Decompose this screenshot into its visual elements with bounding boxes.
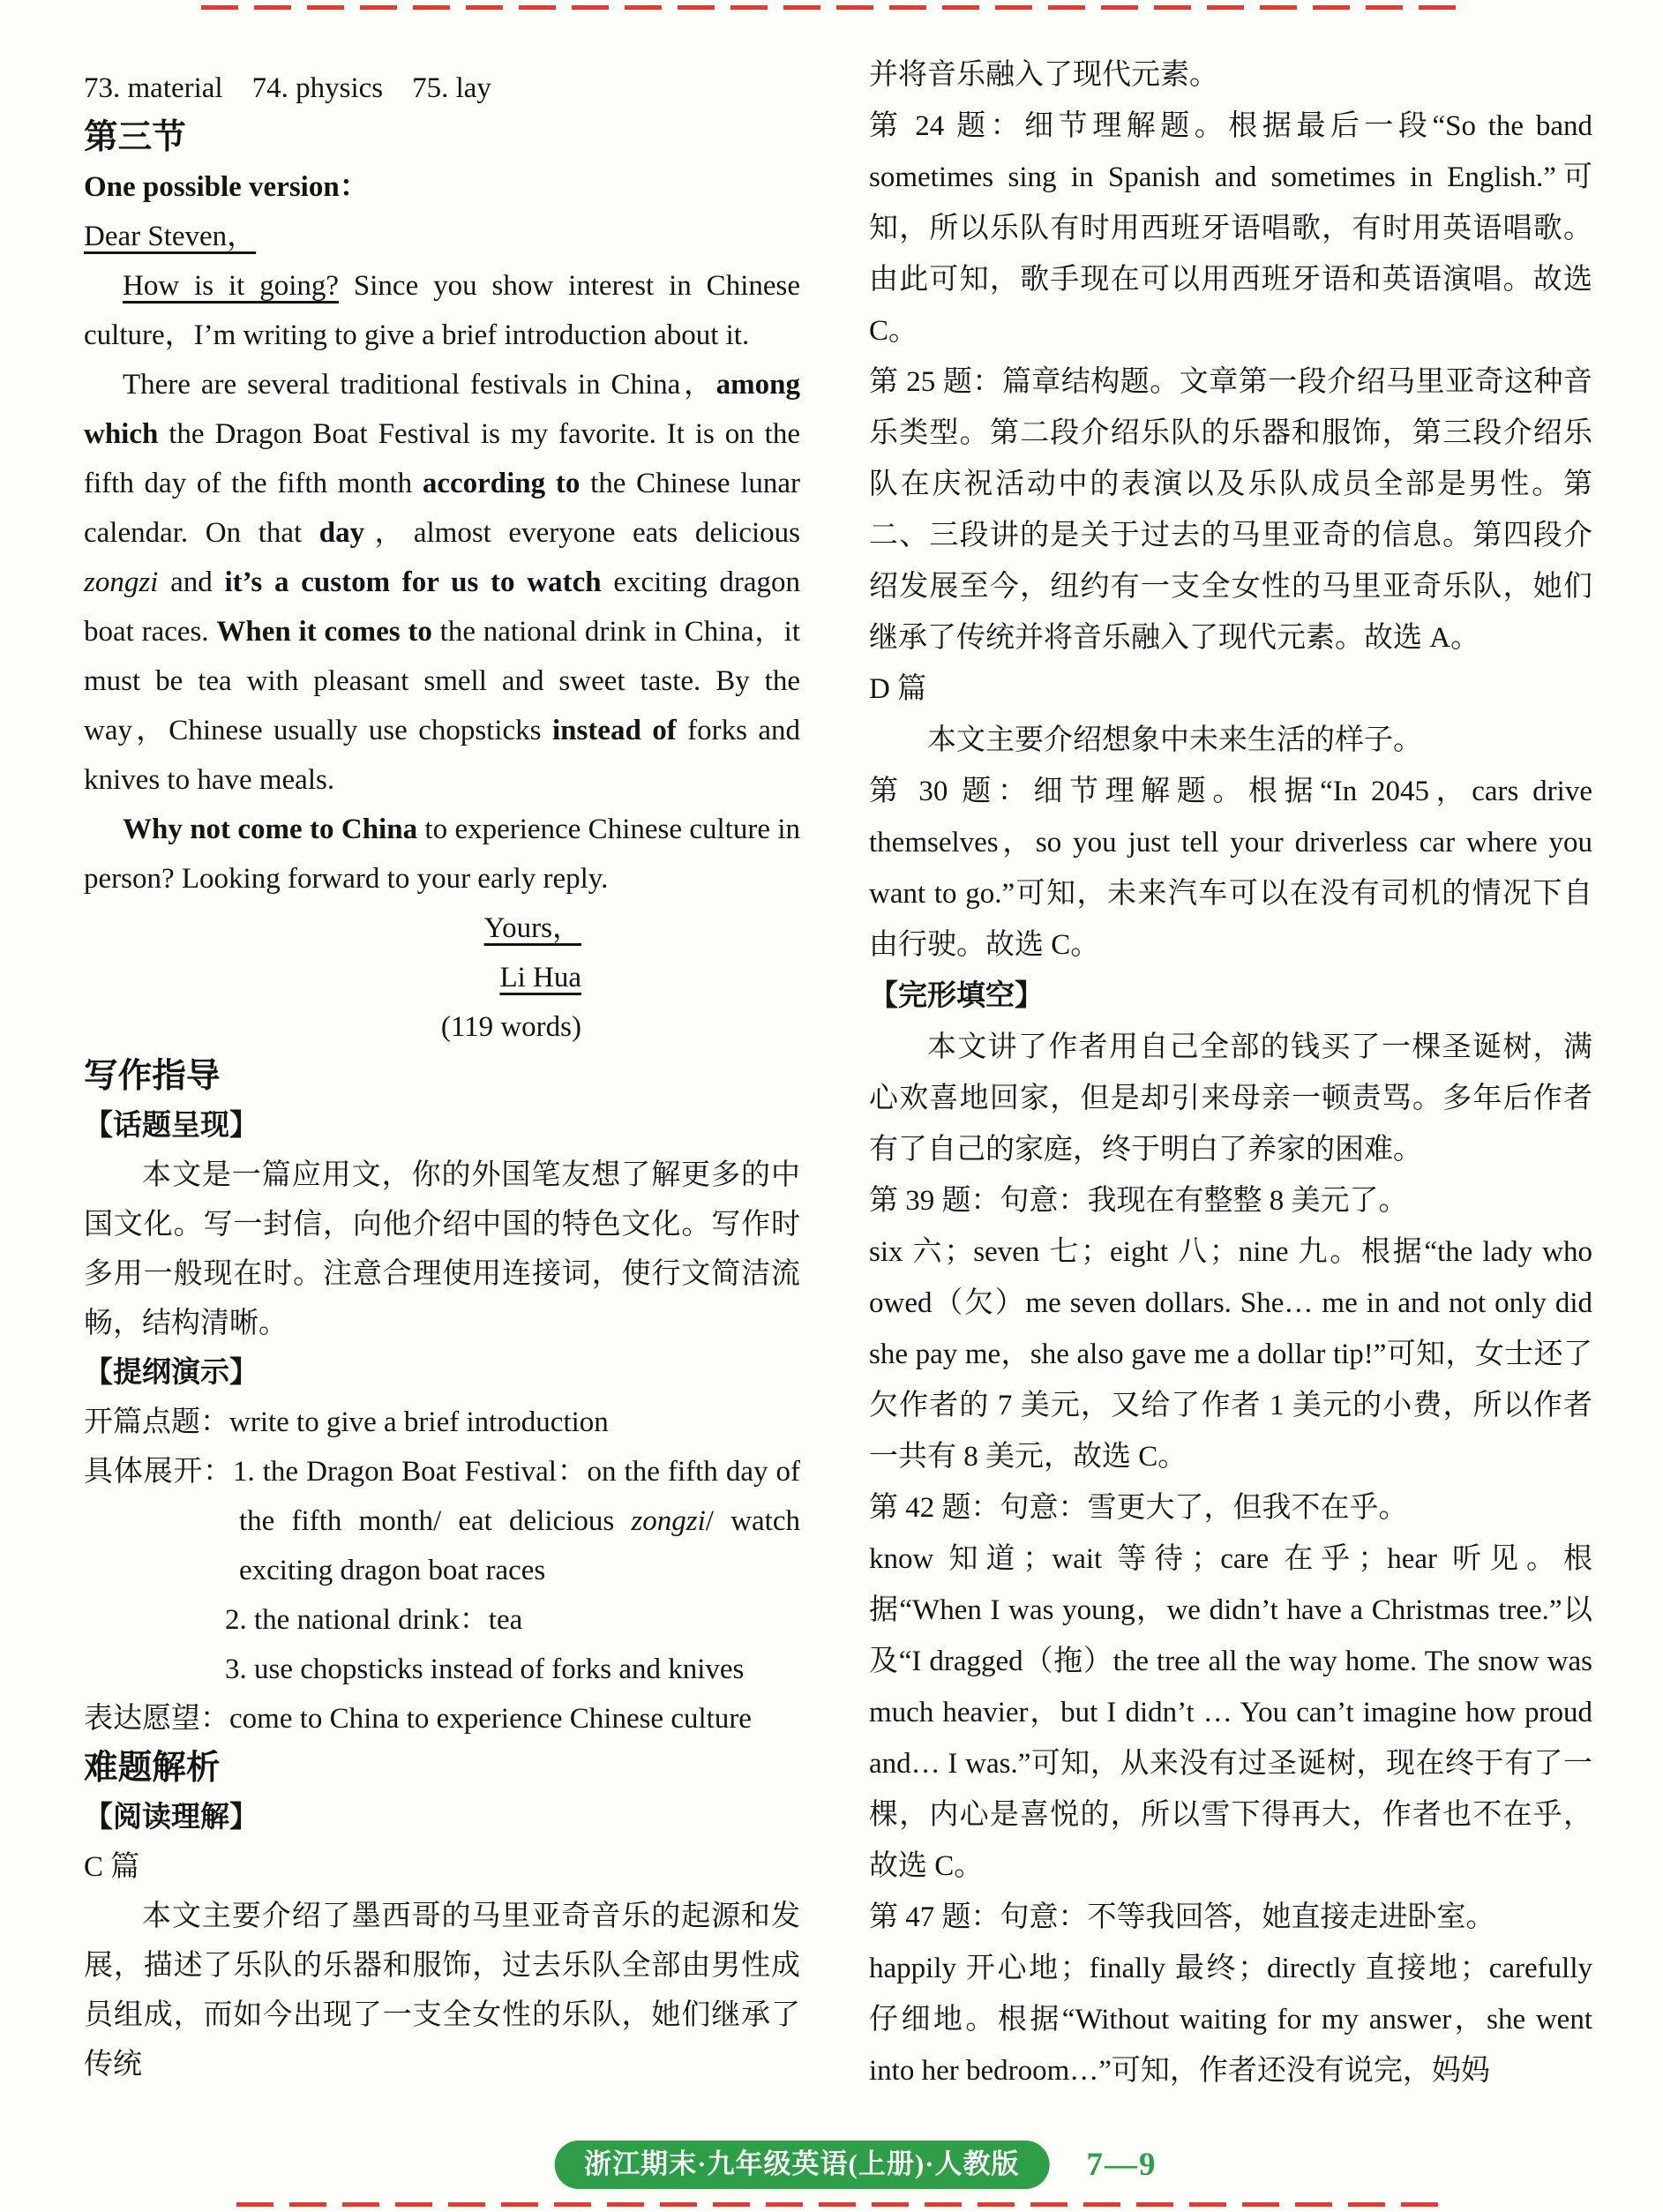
left-column xyxy=(84,64,800,2089)
question-39-analysis: six 六；seven 七；eight 八；nine 九。根据“the lady who owed（欠）me seven dollars. She… me in and not only did she pay me，she also gave me a dollar tip!”可知，女士还了欠作者的 7 美元，又给了作者 1 美元的小费，所以作者一共有 8 美元，故选 C。 xyxy=(869,1236,1592,1473)
cloze-intro: 本文讲了作者用自己全部的钱买了一棵圣诞树，满心欢喜地回家，但是却引来母亲一顿责骂。多年后作者有了自己的家庭，终于明白了养家的困难。 xyxy=(869,1031,1592,1166)
cloze-heading: 【完形填空】 xyxy=(869,980,1044,1012)
outline-wish: 表达愿望：come to China to experience Chinese culture xyxy=(84,1703,752,1735)
outline-demo-heading: 【提纲演示】 xyxy=(84,1357,258,1389)
version-label: One possible version： xyxy=(84,171,369,203)
passage-c-intro: 本文主要介绍了墨西哥的马里亚奇音乐的起源和发展，描述了乐队的乐器和服饰，过去乐队全部由男性成员组成，而如今出现了一支全女性的乐队，她们继承了传统 xyxy=(84,1901,800,2081)
topic-presentation-heading: 【话题呈现】 xyxy=(84,1110,258,1142)
letter-paragraph-3: Why not come to China to experience Chinese culture in person? Looking forward to your early reply. xyxy=(84,814,800,895)
letter-salutation: Dear Steven， xyxy=(84,221,257,252)
outline-item-3: 3. use chopsticks instead of forks and knives xyxy=(225,1653,745,1685)
print-registration-mark-top xyxy=(201,5,1472,10)
letter-paragraph-1: How is it going? Since you show interest in Chinese culture，I’m writing to give a brief introduction about it. xyxy=(84,270,800,351)
outline-item-1: 具体展开：1. the Dragon Boat Festival：on the fifth day of the fifth month/ eat delicious zongzi/ watch exciting dragon boat races xyxy=(84,1456,800,1586)
question-39-sentence: 第 39 题：句意：我现在有整整 8 美元了。 xyxy=(869,1185,1408,1217)
print-registration-mark-bottom xyxy=(236,2202,1441,2207)
letter-signoff: Yours， xyxy=(483,912,581,944)
section3-heading: 第三节 xyxy=(84,119,186,156)
right-column xyxy=(869,49,1592,2096)
question-42-sentence: 第 42 题：句意：雪更大了，但我不在乎。 xyxy=(869,1492,1408,1524)
question-30-analysis: 第 30 题：细节理解题。根据“In 2045，cars drive themselves，so you just tell your driverless car where you want to go.”可知，未来汽车可以在没有司机的情况下自由行驶。故选 C。 xyxy=(869,776,1592,961)
page-footer xyxy=(554,2141,1157,2189)
page-number: 7—9 xyxy=(1086,2147,1157,2183)
question-47-analysis: happily 开心地；finally 最终；directly 直接地；carefully 仔细地。根据“Without waiting for my answer，she went into her bedroom…”可知，作者还没有说完，妈妈 xyxy=(869,1953,1592,2087)
hard-question-analysis-heading: 难题解析 xyxy=(84,1750,221,1787)
outline-item-2: 2. the national drink：tea xyxy=(225,1604,523,1636)
question-25-analysis: 第 25 题：篇章结构题。文章第一段介绍马里亚奇这种音乐类型。第二段介绍乐队的乐器和服饰，第三段介绍乐队在庆祝活动中的表演以及乐队成员全部是男性。第二、三段讲的是关于过去的马里亚奇的信息。第四段介绍发展至今，纽约有一支全女性的马里亚奇乐队，她们继承了传统并将音乐融入了现代元素。故选 A。 xyxy=(869,366,1592,654)
letter-paragraph-2: There are several traditional festivals in China，among which the Dragon Boat Festival is my favorite. It is on the fifth day of the fifth month according to the Chinese lunar calendar. On that day，almost everyone eats delicious zongzi and it’s a custom for us to watch exciting dragon boat races. When it comes to the national drink in China，it must be tea with pleasant smell and sweet taste. By the way，Chinese usually use chopsticks instead of forks and knives to have meals. xyxy=(84,369,801,796)
passage-c-label: C 篇 xyxy=(84,1851,140,1883)
edition-badge: 浙江期末·九年级英语(上册)·人教版 xyxy=(554,2141,1049,2189)
question-24-analysis: 第 24 题：细节理解题。根据最后一段“So the band sometimes sing in Spanish and sometimes in English.”可知，所以乐队有时用西班牙语唱歌，有时用英语唱歌。由此可知，歌手现在可以用西班牙语和英语演唱。故选 C。 xyxy=(869,110,1592,347)
question-47-sentence: 第 47 题：句意：不等我回答，她直接走进卧室。 xyxy=(869,1901,1495,1933)
topic-presentation-text: 本文是一篇应用文，你的外国笔友想了解更多的中国文化。写一封信，向他介绍中国的特色文化。写作时多用一般现在时。注意合理使用连接词，使行文简洁流畅，结构清晰。 xyxy=(84,1159,800,1339)
question-42-analysis: know 知道；wait 等待；care 在乎；hear 听见。根据“When I was young，we didn’t have a Christmas tree.”以及“I dragged（拖）the tree all the way home. The snow was much heavier，but I didn’t … You can’t imagine how proud and… I was.”可知，从来没有过圣诞树，现在终于有了一棵，内心是喜悦的，所以雪下得再大，作者也不在乎，故选 C。 xyxy=(869,1543,1592,1882)
passage-d-intro: 本文主要介绍想象中未来生活的样子。 xyxy=(927,724,1422,756)
reading-comprehension-heading: 【阅读理解】 xyxy=(84,1802,258,1833)
letter-signature: Li Hua xyxy=(499,962,581,994)
passage-c-intro-continuation: 并将音乐融入了现代元素。 xyxy=(869,59,1218,91)
writing-guide-heading: 写作指导 xyxy=(84,1058,221,1095)
outline-opening-point: 开篇点题：write to give a brief introduction xyxy=(84,1406,609,1438)
passage-d-label: D 篇 xyxy=(869,673,927,705)
letter-word-count: (119 words) xyxy=(440,1011,581,1043)
answers-line: 73. material 74. physics 75. lay xyxy=(84,72,491,104)
